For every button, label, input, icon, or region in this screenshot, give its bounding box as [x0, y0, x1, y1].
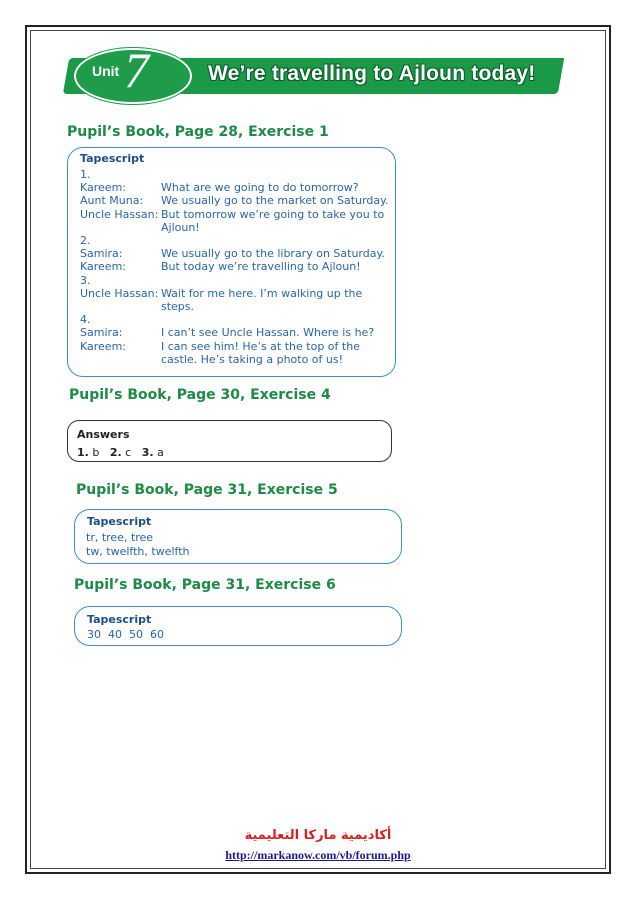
answer-value: a: [157, 446, 164, 459]
tapescript-speaker: Uncle Hassan:: [80, 207, 159, 221]
unit-number: 7: [124, 42, 149, 98]
tapescript-number: 4.: [80, 313, 91, 327]
tapescript-number: 1.: [80, 168, 91, 181]
section3-line2: tw, twelfth, twelfth: [86, 545, 190, 558]
section3-line1: tr, tree, tree: [86, 531, 154, 544]
footer-arabic-text: أكاديمية ماركا التعليمية: [244, 828, 392, 843]
answer-value: c: [125, 446, 132, 459]
section4-heading: Pupil’s Book, Page 31, Exercise 6: [74, 577, 336, 593]
tapescript-speaker: Kareem:: [80, 181, 126, 195]
tapescript-speaker: Aunt Muna:: [80, 194, 144, 208]
answer-number: 1.: [77, 446, 89, 459]
section1-label: Tapescript: [80, 152, 145, 165]
tapescript-text: What are we going to do tomorrow?: [161, 181, 359, 195]
tapescript-speaker: Samira:: [80, 247, 123, 261]
section2-label: Answers: [77, 428, 130, 441]
tapescript-text: But tomorrow we’re going to take you to: [161, 207, 385, 221]
tapescript-text: castle. He’s taking a photo of us!: [161, 352, 344, 366]
footer-forum-link[interactable]: http://markanow.com/vb/forum.php: [225, 848, 411, 862]
answers-row: [77, 446, 164, 459]
tapescript-text: We usually go to the market on Saturday.: [161, 194, 389, 208]
section1-heading: Pupil’s Book, Page 28, Exercise 1: [67, 124, 329, 140]
section2-heading: Pupil’s Book, Page 30, Exercise 4: [69, 387, 331, 403]
answer-number: 3.: [141, 446, 154, 459]
tapescript-speaker: Uncle Hassan:: [80, 286, 159, 300]
tapescript-speaker: Samira:: [80, 326, 123, 340]
tapescript-number: 2.: [80, 234, 91, 247]
tapescript-speaker: Kareem:: [80, 339, 126, 353]
unit-title: We’re travelling to Ajloun today!: [208, 62, 536, 85]
tapescript-text: steps.: [161, 300, 195, 313]
section4-label: Tapescript: [87, 613, 152, 626]
unit-word: Unit: [92, 63, 120, 79]
tapescript-speaker: Kareem:: [80, 260, 126, 274]
tapescript-text: I can see him! He’s at the top of the: [161, 339, 360, 353]
tapescript-text: We usually go to the library on Saturday.: [161, 247, 385, 261]
answer-value: b: [92, 446, 100, 459]
tapescript-number: 3.: [80, 273, 91, 287]
tapescript-text: Wait for me here. I’m walking up the: [161, 286, 363, 300]
tapescript-text: I can’t see Uncle Hassan. Where is he?: [161, 326, 375, 340]
tapescript-text: But today we’re travelling to Ajloun!: [161, 260, 361, 274]
tapescript-text: Ajloun!: [161, 220, 200, 234]
section4-line1: 30 40 50 60: [87, 628, 164, 641]
answer-number: 2.: [109, 446, 122, 459]
section3-label: Tapescript: [87, 515, 152, 528]
section3-heading: Pupil’s Book, Page 31, Exercise 5: [76, 482, 338, 498]
